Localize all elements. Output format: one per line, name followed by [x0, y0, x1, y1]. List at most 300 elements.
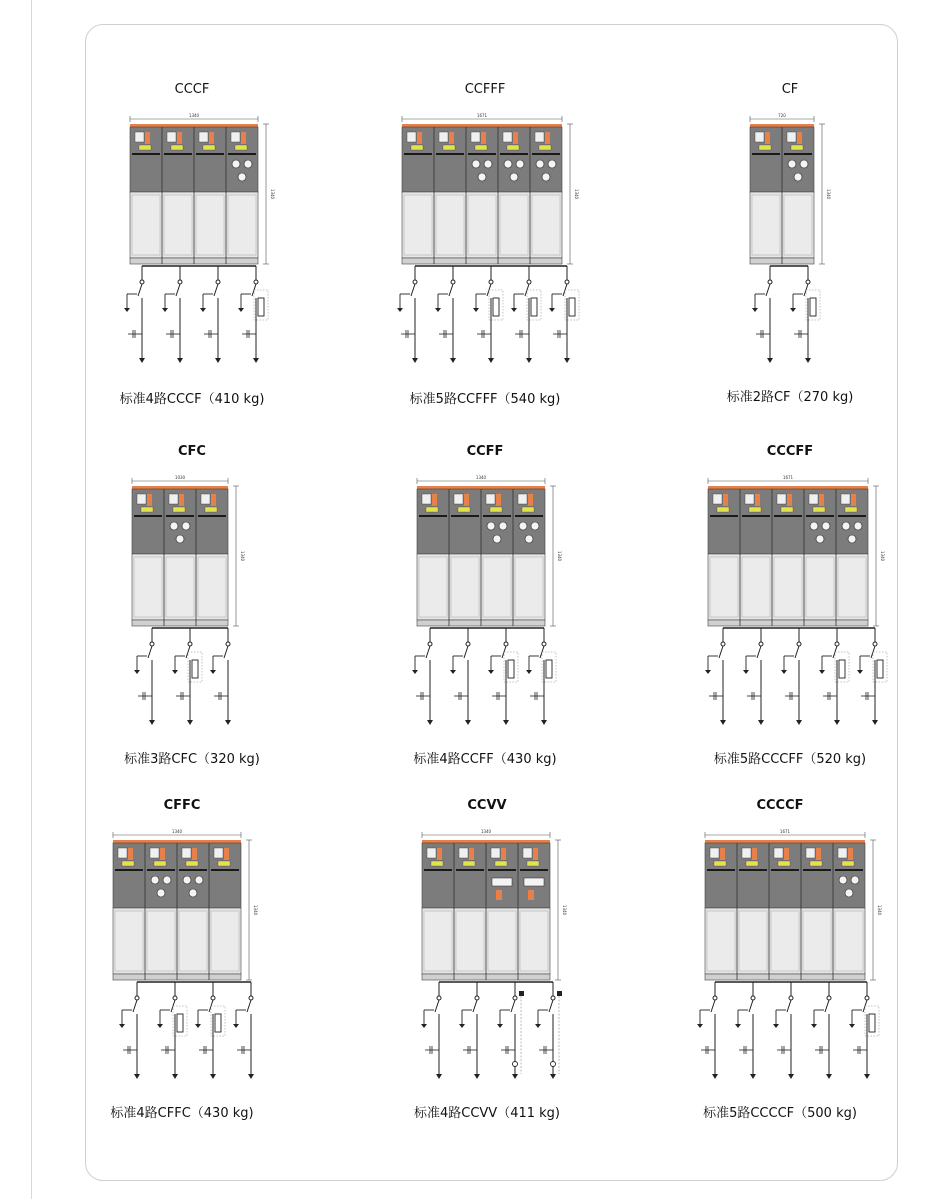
terminal-node: [513, 996, 517, 1000]
unit-rail: [742, 515, 770, 517]
earth-symbol: [819, 670, 825, 674]
cable-arrow: [796, 720, 802, 725]
earth-symbol: [752, 308, 758, 312]
fuse-cap: [183, 876, 191, 884]
fuse-symbol: [531, 298, 537, 316]
unit-gauge: [422, 494, 431, 504]
fuse-symbol: [177, 1014, 183, 1032]
unit-gauge: [167, 132, 176, 142]
fuse-cap: [487, 522, 495, 530]
single-line-schematic: [405, 622, 569, 732]
unit-indicator: [209, 132, 214, 144]
cabinet-top-strip: [708, 486, 868, 489]
unit-lower-door: [456, 911, 484, 971]
unit-label-plate: [527, 861, 539, 866]
unit-lower-door: [532, 195, 560, 255]
unit-rail: [115, 869, 143, 871]
terminal-node: [451, 280, 455, 284]
panel-caption: 标准5路CCCCF（500 kg): [703, 1106, 857, 1121]
unit-lower-door: [196, 195, 224, 255]
terminal-node: [565, 280, 569, 284]
unit-gauge: [755, 132, 764, 142]
terminal-node: [827, 996, 831, 1000]
unit-indicator: [464, 494, 469, 506]
single-line-schematic: [390, 260, 592, 370]
terminal-node: [254, 280, 258, 284]
fuse-cap: [157, 889, 165, 897]
unit-gauge: [459, 848, 468, 858]
terminal-node: [504, 642, 508, 646]
cabinet-drawing: [705, 829, 885, 990]
fuse-cap: [151, 876, 159, 884]
earth-symbol: [735, 1024, 741, 1028]
panel-cf: [655, 82, 925, 432]
unit-lower-door: [115, 911, 143, 971]
cable-arrow: [253, 358, 259, 363]
earth-symbol: [157, 1024, 163, 1028]
unit-lower-door: [436, 195, 464, 255]
unit-rail: [707, 869, 735, 871]
unit-lower-door: [164, 195, 192, 255]
earth-symbol: [450, 670, 456, 674]
unit-rail: [752, 153, 780, 155]
cable-arrow: [864, 1074, 870, 1079]
unit-gauge: [777, 494, 786, 504]
unit-lower-door: [211, 911, 239, 971]
unit-lower-door: [451, 557, 479, 617]
unit-indicator: [752, 848, 757, 860]
cable-arrow: [788, 1074, 794, 1079]
unit-gauge: [518, 494, 527, 504]
fuse-symbol: [215, 1014, 221, 1032]
unit-rail: [483, 515, 511, 517]
cabinet-drawing: [417, 475, 565, 636]
unit-rail: [436, 153, 464, 155]
load-switch: [473, 1000, 477, 1012]
cable-arrow: [474, 1074, 480, 1079]
unit-rail: [771, 869, 799, 871]
unit-indicator: [147, 494, 152, 506]
unit-gauge: [471, 132, 480, 142]
earth-symbol: [697, 1024, 703, 1028]
cable-arrow: [412, 358, 418, 363]
earth-symbol: [526, 670, 532, 674]
panel-ccff: [350, 444, 620, 794]
earth-symbol: [210, 670, 216, 674]
load-switch: [766, 284, 770, 296]
unit-indicator: [241, 132, 246, 144]
single-line-schematic: [698, 622, 900, 732]
unit-lower-door: [483, 557, 511, 617]
load-switch: [247, 1000, 251, 1012]
panel-ccccf: [645, 798, 915, 1148]
unit-gauge: [491, 848, 500, 858]
cable-arrow: [215, 358, 221, 363]
terminal-node: [249, 996, 253, 1000]
unit-indicator: [432, 494, 437, 506]
load-switch: [549, 1000, 553, 1012]
fuse-cap: [536, 160, 544, 168]
terminal-node: [226, 642, 230, 646]
terminal-node: [150, 642, 154, 646]
fuse-cap: [548, 160, 556, 168]
fuse-cap: [189, 889, 197, 897]
fuse-cap: [822, 522, 830, 530]
unit-lower-door: [835, 911, 863, 971]
unit-lower-door: [742, 557, 770, 617]
cable-arrow: [225, 720, 231, 725]
width-dimension-label: 1671: [782, 475, 794, 480]
fuse-cap: [531, 522, 539, 530]
page-margin-line: [31, 0, 32, 1199]
terminal-node: [789, 996, 793, 1000]
unit-lower-door: [838, 557, 866, 617]
unit-gauge: [742, 848, 751, 858]
height-dimension-label: 1340: [826, 188, 831, 200]
terminal-node: [188, 642, 192, 646]
unit-indicator: [848, 848, 853, 860]
unit-label-plate: [746, 861, 758, 866]
unit-rail: [179, 869, 207, 871]
panel-cccff: [655, 444, 925, 794]
unit-lower-door: [424, 911, 452, 971]
unit-indicator: [787, 494, 792, 506]
unit-rail: [468, 153, 496, 155]
unit-indicator: [145, 132, 150, 144]
panel-ccvv: [352, 798, 622, 1148]
cable-arrow: [149, 720, 155, 725]
fuse-cap: [842, 522, 850, 530]
cable-arrow: [526, 358, 532, 363]
unit-rail: [404, 153, 432, 155]
cable-arrow: [503, 720, 509, 725]
unit-indicator: [469, 848, 474, 860]
unit-label-plate: [759, 145, 771, 150]
fuse-cap: [244, 160, 252, 168]
load-switch: [464, 646, 468, 658]
unit-gauge: [182, 848, 191, 858]
fuse-cap: [472, 160, 480, 168]
cable-arrow: [427, 720, 433, 725]
cable-arrow: [826, 1074, 832, 1079]
panel-ccfff: [350, 82, 620, 432]
unit-lower-door: [707, 911, 735, 971]
unit-indicator: [513, 132, 518, 144]
unit-label-plate: [717, 507, 729, 512]
panel-title: CCCFF: [766, 444, 814, 459]
fuse-symbol: [869, 1014, 875, 1032]
panel-title: CF: [781, 82, 799, 97]
unit-label-plate: [791, 145, 803, 150]
earth-symbol: [497, 1024, 503, 1028]
vcb-display: [492, 878, 512, 886]
height-dimension-label: 1340: [557, 550, 562, 562]
earth-symbol: [134, 670, 140, 674]
vcb-trip-coil: [519, 991, 524, 996]
terminal-node: [413, 280, 417, 284]
unit-indicator: [501, 848, 506, 860]
cable-arrow: [177, 358, 183, 363]
earth-symbol: [412, 670, 418, 674]
unit-label-plate: [813, 507, 825, 512]
unit-indicator: [816, 848, 821, 860]
unit-indicator: [797, 132, 802, 144]
fuse-cap: [176, 535, 184, 543]
unit-rail: [164, 153, 192, 155]
fuse-cap: [519, 522, 527, 530]
load-switch: [214, 284, 218, 296]
earth-symbol: [849, 1024, 855, 1028]
terminal-node: [211, 996, 215, 1000]
fuse-cap: [195, 876, 203, 884]
unit-label-plate: [781, 507, 793, 512]
fuse-cap: [839, 876, 847, 884]
panel-title: CCVV: [467, 798, 507, 813]
fuse-cap: [484, 160, 492, 168]
unit-gauge: [787, 132, 796, 142]
terminal-node: [475, 996, 479, 1000]
fuse-cap: [478, 173, 486, 181]
load-switch: [787, 1000, 791, 1012]
load-switch: [449, 284, 453, 296]
height-dimension-label: 1340: [253, 904, 258, 916]
panel-caption: 标准4路CFFC（430 kg): [110, 1106, 254, 1121]
cable-arrow: [564, 358, 570, 363]
fuse-symbol: [839, 660, 845, 678]
unit-indicator: [784, 848, 789, 860]
unit-lower-door: [404, 195, 432, 255]
unit-indicator: [192, 848, 197, 860]
cable-arrow: [134, 1074, 140, 1079]
fuse-symbol: [569, 298, 575, 316]
cable-arrow: [750, 1074, 756, 1079]
unit-indicator: [755, 494, 760, 506]
unit-label-plate: [205, 507, 217, 512]
cabinet-top-strip: [132, 486, 228, 489]
cabinet-top-strip: [705, 840, 865, 843]
unit-label-plate: [173, 507, 185, 512]
height-dimension-label: 1340: [877, 904, 882, 916]
fuse-cap: [542, 173, 550, 181]
unit-gauge: [407, 132, 416, 142]
cabinet-drawing: [113, 829, 261, 990]
unit-rail: [532, 153, 560, 155]
unit-label-plate: [203, 145, 215, 150]
unit-indicator: [481, 132, 486, 144]
single-line-schematic: [127, 622, 253, 732]
load-switch: [749, 1000, 753, 1012]
vcb-indicator: [496, 890, 502, 900]
unit-label-plate: [122, 861, 134, 866]
unit-rail: [774, 515, 802, 517]
terminal-node: [751, 996, 755, 1000]
unit-gauge: [745, 494, 754, 504]
unit-label-plate: [522, 507, 534, 512]
unit-gauge: [774, 848, 783, 858]
earth-symbol: [790, 308, 796, 312]
fuse-cap: [238, 173, 246, 181]
single-line-schematic: [690, 976, 892, 1086]
earth-symbol: [535, 1024, 541, 1028]
unit-label-plate: [475, 145, 487, 150]
earth-symbol: [459, 1024, 465, 1028]
unit-rail: [424, 869, 452, 871]
panel-title: CFC: [178, 444, 206, 459]
cable-arrow: [872, 720, 878, 725]
fuse-cap: [788, 160, 796, 168]
load-switch: [795, 646, 799, 658]
single-line-schematic: [745, 260, 833, 370]
width-dimension-label: 1340: [480, 829, 492, 834]
unit-label-plate: [154, 861, 166, 866]
unit-rail: [488, 869, 516, 871]
panel-title: CCCCF: [756, 798, 804, 813]
unit-gauge: [214, 848, 223, 858]
terminal-node: [835, 642, 839, 646]
height-dimension-label: 1340: [880, 550, 885, 562]
panel-cffc: [47, 798, 317, 1148]
unit-gauge: [150, 848, 159, 858]
unit-rail: [196, 153, 224, 155]
unit-indicator: [179, 494, 184, 506]
unit-indicator: [723, 494, 728, 506]
single-line-schematic: [117, 260, 281, 370]
earth-symbol: [781, 670, 787, 674]
terminal-node: [806, 280, 810, 284]
terminal-node: [873, 642, 877, 646]
fuse-cap: [232, 160, 240, 168]
unit-lower-door: [500, 195, 528, 255]
fuse-symbol: [810, 298, 816, 316]
unit-label-plate: [749, 507, 761, 512]
cabinet-drawing: [130, 113, 278, 274]
fuse-cap: [525, 535, 533, 543]
fuse-symbol: [546, 660, 552, 678]
unit-label-plate: [495, 861, 507, 866]
current-transformer: [513, 1062, 518, 1067]
unit-indicator: [819, 494, 824, 506]
unit-gauge: [231, 132, 240, 142]
cable-arrow: [758, 720, 764, 725]
load-switch: [711, 1000, 715, 1012]
earth-symbol: [549, 308, 555, 312]
unit-lower-door: [228, 195, 256, 255]
height-dimension-label: 1340: [574, 188, 579, 200]
unit-rail: [838, 515, 866, 517]
unit-rail: [419, 515, 447, 517]
fuse-cap: [794, 173, 802, 181]
unit-gauge: [841, 494, 850, 504]
cabinet-top-strip: [402, 124, 562, 127]
unit-label-plate: [810, 861, 822, 866]
unit-indicator: [177, 132, 182, 144]
terminal-node: [721, 642, 725, 646]
unit-gauge: [523, 848, 532, 858]
panel-caption: 标准5路CCCFF（520 kg): [713, 752, 867, 767]
unit-lower-door: [179, 911, 207, 971]
cable-arrow: [465, 720, 471, 725]
width-dimension-label: 1340: [171, 829, 183, 834]
earth-symbol: [705, 670, 711, 674]
unit-gauge: [710, 848, 719, 858]
unit-indicator: [417, 132, 422, 144]
unit-gauge: [135, 132, 144, 142]
fuse-cap: [499, 522, 507, 530]
earth-symbol: [511, 308, 517, 312]
earth-symbol: [435, 308, 441, 312]
unit-rail: [520, 869, 548, 871]
unit-gauge: [713, 494, 722, 504]
unit-indicator: [533, 848, 538, 860]
unit-rail: [134, 515, 162, 517]
unit-rail: [739, 869, 767, 871]
unit-gauge: [806, 848, 815, 858]
earth-symbol: [162, 308, 168, 312]
cabinet-drawing: [708, 475, 888, 636]
unit-label-plate: [171, 145, 183, 150]
unit-indicator: [720, 848, 725, 860]
unit-indicator: [128, 848, 133, 860]
unit-gauge: [137, 494, 146, 504]
terminal-node: [216, 280, 220, 284]
load-switch: [411, 284, 415, 296]
height-dimension-label: 1340: [562, 904, 567, 916]
unit-lower-door: [806, 557, 834, 617]
unit-rail: [806, 515, 834, 517]
vcb-display: [524, 878, 544, 886]
unit-indicator: [160, 848, 165, 860]
terminal-node: [759, 642, 763, 646]
earth-symbol: [397, 308, 403, 312]
fuse-cap: [182, 522, 190, 530]
fuse-cap: [816, 535, 824, 543]
width-dimension-label: 1340: [475, 475, 487, 480]
earth-symbol: [743, 670, 749, 674]
unit-lower-door: [803, 911, 831, 971]
unit-label-plate: [426, 507, 438, 512]
earth-symbol: [857, 670, 863, 674]
unit-gauge: [486, 494, 495, 504]
fuse-symbol: [192, 660, 198, 678]
unit-gauge: [169, 494, 178, 504]
fuse-symbol: [508, 660, 514, 678]
fuse-cap: [800, 160, 808, 168]
load-switch: [435, 1000, 439, 1012]
cable-arrow: [767, 358, 773, 363]
unit-indicator: [211, 494, 216, 506]
cable-arrow: [488, 358, 494, 363]
fuse-cap: [510, 173, 518, 181]
unit-label-plate: [458, 507, 470, 512]
unit-lower-door: [520, 911, 548, 971]
unit-gauge: [118, 848, 127, 858]
unit-rail: [835, 869, 863, 871]
cable-arrow: [720, 720, 726, 725]
cabinet-drawing: [750, 113, 834, 274]
earth-symbol: [773, 1024, 779, 1028]
fuse-cap: [163, 876, 171, 884]
width-dimension-label: 1340: [188, 113, 200, 118]
earth-symbol: [195, 1024, 201, 1028]
fuse-symbol: [493, 298, 499, 316]
unit-label-plate: [714, 861, 726, 866]
cable-arrow: [139, 358, 145, 363]
unit-rail: [132, 153, 160, 155]
unit-rail: [451, 515, 479, 517]
fuse-cap: [504, 160, 512, 168]
terminal-node: [428, 642, 432, 646]
unit-gauge: [535, 132, 544, 142]
